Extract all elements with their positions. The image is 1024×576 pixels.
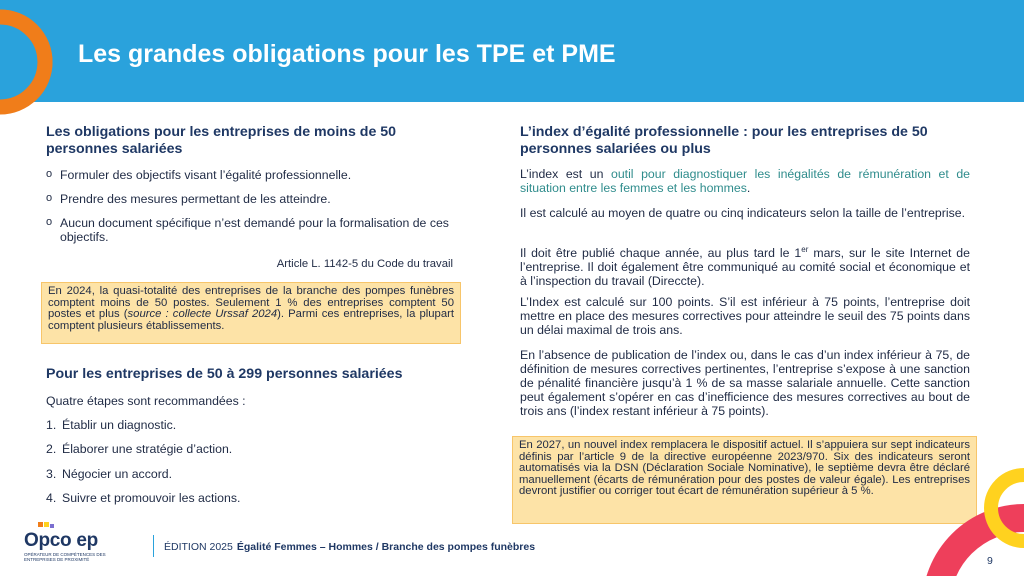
page-title: Les grandes obligations pour les TPE et PME [78,40,616,68]
edition-label: ÉDITION 2025 [164,541,233,553]
list-item: 2. Élaborer une stratégie d’action. [46,442,233,457]
info-box-2024 [41,282,461,344]
list-item: o Formuler des objectifs visant l’égalité professionnelle. [46,168,456,182]
steps-list [46,418,446,515]
legal-reference: Article L. 1142-5 du Code du travail [276,258,453,270]
list-item: 4. Suivre et promouvoir les actions. [46,490,241,505]
yellow-ring-decoration [964,458,1024,558]
index-scoring: L’Index est calculé sur 100 points. S’il est inférieur à 75 points, l’entreprise doit mettre en place des mesures correctives pour atteindre le seuil des 75 points dans un délai maximal de trois ans. [520,295,970,337]
list-item: o Aucun document spécifique n’est demandé pour la formalisation de ces objectifs. [46,216,456,244]
footer-divider [153,535,154,557]
highlighted-text: outil pour diagnostiquer les inégalités de rémunération et de situation entre les femmes et les hommes [520,167,971,195]
index-sanctions: En l’absence de publication de l’index ou, dans le cas d’un index inférieur à 75, de définition de mesures correctives pertinentes, l’entreprise s’expose à une sanction de pénalité financière jusqu’à 1 % de sa masse salariale annuelle. Cette sanction peut également s’opérer en cas d’inefficience des mesures correctives au bout de trois ans (l’index restant inférieur à 75 points). [520,348,970,418]
header-band [0,0,1024,102]
orange-arc-lower [0,0,60,130]
box-source: source : collecte Urssaf 2024 [127,308,278,321]
list-item: 3. Négocier un accord. [46,466,173,481]
opco-ep-logo [24,520,114,562]
box-text-pre: En 2024, la quasi-totalité des entreprises de la branche des pompes funèbres comptent moins de 50 postes. Seulement 1 % des entreprises comptent 50 postes et plus ( [48,285,454,321]
logo-wordmark: Opco ep [24,530,98,551]
section-heading-index: L’index d’égalité professionnelle : pour les entreprises de 50 personnes salariées ou plus [520,124,928,157]
document-subject: Égalité Femmes – Hommes / Branche des pompes funèbres [236,541,536,553]
steps-intro: Quatre étapes sont recommandées : [46,394,246,408]
index-calculation: Il est calculé au moyen de quatre ou cinq indicateurs selon la taille de l’entreprise. [520,206,965,220]
section-heading-medium-companies: Pour les entreprises de 50 à 299 personnes salariées [46,366,403,382]
page-number: 9 [987,555,993,567]
index-publication: Il doit être publié chaque année, au plus tard le 1er mars, sur le site Internet de l’entreprise. Il doit également être communiqué au comité social et économique et à l’inspection du travail (Direccte). [520,245,970,289]
footer-text [164,541,535,553]
logo-tagline: OPÉRATEUR DE COMPÉTENCES DES ENTREPRISES DE PROXIMITÉ [24,552,106,562]
info-box-2027: En 2027, un nouvel index remplacera le dispositif actuel. Il s’appuiera sur sept indicateurs définis par l’article 9 de la directive européenne 2023/970. Six des indicateurs seront automatisés via la DSN (Déclaration Sociale Nominative), le septième devra être déclaré manuellement (écarts de rémunération pour des postes de valeur égale). Les entreprises devront justifier ou corriger tout écart de rémunération supérieur à 5 %. [512,436,977,524]
obligations-list [46,168,456,254]
box-text-post: ). Parmi ces entreprises, la plupart comptent plusieurs établissements. [48,308,455,332]
logo-dots-icon [32,520,62,530]
list-item: o Prendre des mesures permettant de les atteindre. [46,192,456,206]
list-item: 1. Établir un diagnostic. [46,418,177,432]
index-definition: L’index est un outil pour diagnostiquer les inégalités de rémunération et de situation entre les femmes et les hommes. [520,167,971,195]
section-heading-small-companies: Les obligations pour les entreprises de moins de 50 personnes salariées [46,124,397,157]
